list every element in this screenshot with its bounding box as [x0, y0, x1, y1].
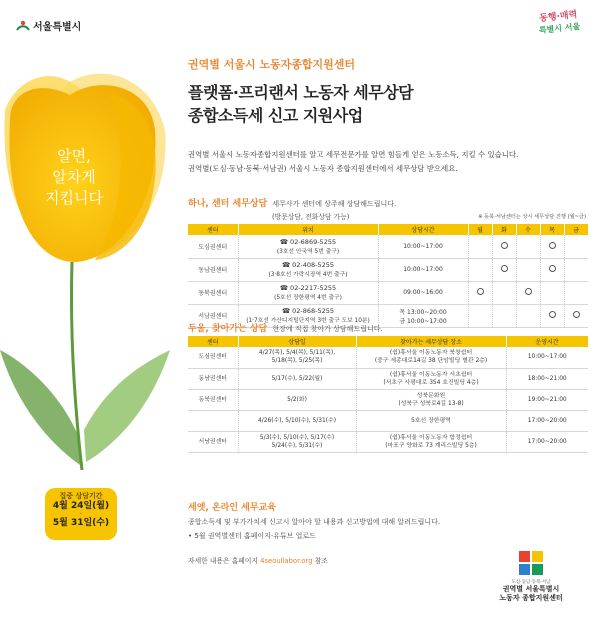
day-cell — [540, 235, 564, 258]
center-address: (3·8호선 가락시장역 4번 출구) — [268, 272, 348, 278]
table-header: 목 — [540, 224, 564, 235]
slogan-main: 동행·매력 — [538, 10, 578, 25]
center-phone: ☎ 02-408-5255 — [281, 261, 335, 269]
center-address: (5호선 장한평역 4번 출구) — [274, 295, 342, 301]
center-name: 동남권센터 — [188, 258, 238, 281]
available-circle-icon — [573, 311, 580, 318]
visit-dates-line2: 5/24(수), 5/31(수) — [271, 442, 323, 449]
flower-slogan-line1: 알면, — [57, 147, 91, 165]
day-cell — [492, 281, 516, 304]
center-phone: ☎ 02-6869-5255 — [279, 237, 337, 246]
visit-dates-line1: 5/17(수), 5/22(월) — [271, 375, 323, 382]
available-circle-icon — [549, 311, 556, 318]
available-circle-icon — [501, 242, 508, 249]
seoul-logo — [16, 18, 81, 33]
visit-place — [356, 410, 506, 431]
day-cell — [468, 304, 492, 327]
visit-center-name: 서남권센터 — [188, 431, 238, 452]
intro-line1: 권역별 서울시 노동자종합지원센터를 알고 세무전문가를 알면 힘들게 얻은 노동소득, 지킬 수 있습니다. — [188, 150, 519, 159]
center-location — [238, 235, 378, 258]
consult-time-line1: 09:00~16:00 — [403, 289, 443, 296]
consult-period-box — [45, 488, 117, 540]
visit-dates-line2: 5/18(목), 5/25(목) — [271, 358, 323, 365]
day-cell — [468, 235, 492, 258]
flower-slogan-line3: 지킵니다 — [45, 189, 103, 207]
period-dot: · — [80, 511, 82, 518]
flower-slogan-line2: 알차게 — [52, 168, 96, 186]
visit-place-line2: (중구 세종대로14길 38 단암빌딩 별관 2층) — [374, 358, 488, 365]
visiting-consult-table — [188, 336, 589, 453]
table-row — [188, 389, 588, 410]
day-cell — [492, 258, 516, 281]
day-cell — [516, 304, 540, 327]
section2-title: 두울, 찾아가는 상담 — [188, 324, 268, 334]
tulip-artwork — [0, 0, 170, 628]
section2-desc: 현장에 직접 찾아가 상담해드립니다. — [272, 325, 383, 333]
center-logo-small: 도심·동남·동북·서남 — [511, 580, 551, 585]
visit-dates — [238, 368, 356, 389]
day-cell — [540, 258, 564, 281]
section1-heading — [188, 196, 396, 209]
seoul-logo-text: 서울특별시 — [33, 22, 82, 33]
visit-hours: 10:00~17:00 — [506, 347, 588, 368]
consult-time-line1: 10:00~17:00 — [403, 242, 443, 250]
center-address: (1·7호선 가산디지털단지역 3번 출구 도보 10분) — [246, 318, 370, 324]
visit-hours: 17:00~20:00 — [506, 431, 588, 452]
visit-place-line2: (서초구 사평대로 354 호진빌딩 4층) — [383, 379, 479, 386]
table-header: 운영시간 — [506, 336, 588, 347]
available-circle-icon — [501, 265, 508, 272]
visit-center-name: 동북권센터 — [188, 389, 238, 410]
more-info — [188, 555, 328, 565]
period-title: 집중 상담기간 — [59, 492, 103, 500]
visit-dates-line1: 4/27(목), 5/4(목), 5/11(목), — [258, 350, 336, 357]
table-row — [188, 410, 588, 431]
intro-line2: 권역별(도심·동남·동북·서남권) 서울시 노동자 종합지원센터에서 세무상담 받으세요. — [188, 164, 458, 173]
section1-sub: (방문상담, 전화상담 가능) — [272, 213, 350, 221]
table-header: 위치 — [238, 224, 378, 235]
day-cell — [516, 258, 540, 281]
visit-place-line1: 5호선 장한평역 — [411, 417, 451, 424]
table-header: 화 — [492, 224, 516, 235]
section2-heading — [188, 321, 383, 334]
available-circle-icon — [525, 288, 532, 295]
day-cell — [564, 235, 588, 258]
day-cell — [516, 235, 540, 258]
center-logo — [476, 550, 586, 603]
table-row — [188, 235, 588, 258]
visit-place-line2: (성북구 성북로4길 13-8) — [398, 400, 464, 407]
visit-dates — [238, 347, 356, 368]
period-end: 5월 31일(수) — [52, 518, 110, 528]
period-start: 4월 24일(월) — [52, 501, 110, 511]
day-cell — [564, 258, 588, 281]
table-header-row — [188, 336, 588, 347]
table-header: 센터 — [188, 336, 238, 347]
intro-text — [188, 148, 583, 176]
center-address: (3호선 안국역 5번 출구) — [276, 248, 340, 255]
center-phone: ☎ 02-2217-5255 — [279, 284, 337, 292]
day-cell — [540, 281, 564, 304]
day-cell — [564, 281, 588, 304]
visit-dates — [238, 410, 356, 431]
visit-place — [356, 431, 506, 452]
table-header: 상담일 — [238, 336, 356, 347]
page-title-line1: 플랫폼·프리랜서 노동자 세무상담 — [188, 83, 414, 102]
day-cell — [468, 281, 492, 304]
section1-note: ※ 동북·서남센터는 상시 세무상담 진행 (월~금) — [478, 214, 586, 220]
consult-time — [378, 258, 468, 281]
available-circle-icon — [477, 288, 484, 295]
table-header: 찾아가는 세무상담 장소 — [356, 336, 506, 347]
table-header: 월 — [468, 224, 492, 235]
center-name: 도심권센터 — [188, 235, 238, 258]
consult-time-line2: 금 10:00~17:00 — [399, 317, 447, 325]
table-row — [188, 368, 588, 389]
visit-place — [356, 368, 506, 389]
flower-slogan — [24, 146, 124, 209]
consult-time — [378, 235, 468, 258]
visit-dates — [238, 389, 356, 410]
more-prefix: 자세한 내용은 홈페이지 — [188, 557, 261, 565]
center-consult-table — [188, 224, 589, 328]
center-logo-icon — [518, 550, 544, 576]
table-row — [188, 431, 588, 452]
section1-desc: 세무사가 센터에 상주해 상담해드립니다. — [272, 200, 397, 208]
visit-dates-line1: 5/3(수), 5/10(수), 5/17(수) — [259, 434, 335, 441]
table-header: 수 — [516, 224, 540, 235]
visit-center-name — [188, 410, 238, 431]
visit-dates — [238, 431, 356, 452]
available-circle-icon — [549, 242, 556, 249]
day-cell — [516, 281, 540, 304]
section3-title: 세엣, 온라인 세무교육 — [188, 503, 276, 513]
table-header: 금 — [564, 224, 588, 235]
center-phone: ☎ 02-868-5255 — [281, 307, 335, 315]
org-name: 권역별 서울시 노동자종합지원센터 — [188, 58, 356, 71]
center-logo-line1: 권역별 서울특별시 — [502, 585, 560, 593]
section3-desc: 종합소득세 및 부가가치세 신고시 알아야 할 내용과 신고방법에 대해 알려드립니다. — [188, 518, 441, 526]
table-header: 센터 — [188, 224, 238, 235]
seoul-logo-icon — [16, 20, 30, 32]
center-location — [238, 258, 378, 281]
consult-time — [378, 304, 468, 327]
visit-center-name: 동남권센터 — [188, 368, 238, 389]
consult-time — [378, 281, 468, 304]
visit-place — [356, 389, 506, 410]
table-header-row — [188, 224, 588, 235]
visit-place-line1: (쉼)휴서울 이동노동자 북창쉼터 — [389, 350, 473, 357]
seoul-slogan — [527, 9, 591, 37]
table-row — [188, 281, 588, 304]
visit-hours: 17:00~20:00 — [506, 410, 588, 431]
day-cell — [468, 258, 492, 281]
visit-dates-line1: 5/2(화) — [287, 396, 307, 403]
center-location — [238, 281, 378, 304]
day-cell — [492, 235, 516, 258]
center-name: 서남권센터 — [188, 304, 238, 327]
visit-hours: 18:00~21:00 — [506, 368, 588, 389]
page-title-line2: 종합소득세 신고 지원사업 — [188, 106, 363, 125]
slogan-sub: 특별시 서울 — [538, 21, 581, 36]
section1-title: 하나, 센터 세무상담 — [188, 199, 268, 209]
table-row — [188, 258, 588, 281]
consult-time-line1: 10:00~17:00 — [403, 266, 443, 273]
visit-hours: 19:00~21:00 — [506, 389, 588, 410]
day-cell — [492, 304, 516, 327]
table-row — [188, 347, 588, 368]
homepage-link[interactable]: 4seoullabor.org — [260, 557, 313, 565]
table-header: 상담시간 — [378, 224, 468, 235]
visit-place-line2: (마포구 양화로 73 계리스빌딩 5층) — [385, 442, 477, 449]
visit-dates-line1: 4/26(수), 5/10(수), 5/31(수) — [257, 417, 337, 424]
visit-place-line1: (쉼)휴서울 이동노동자 서초쉼터 — [389, 371, 473, 378]
day-cell — [564, 304, 588, 327]
center-name: 동북권센터 — [188, 281, 238, 304]
center-logo-line2: 노동자 종합지원센터 — [499, 594, 563, 602]
visit-place-line1: (쉼)휴서울 이동노동자 합정쉼터 — [389, 434, 473, 441]
visit-center-name: 도심권센터 — [188, 347, 238, 368]
consult-time-line1: 목 13:00~20:00 — [399, 308, 447, 316]
day-cell — [540, 304, 564, 327]
available-circle-icon — [549, 265, 556, 272]
more-suffix: 참조 — [312, 557, 328, 565]
visit-place — [356, 347, 506, 368]
visit-place-line1: 성북문화원 — [416, 392, 446, 399]
section3-bullet: • 5월 권역별센터 홈페이지·유튜브 업로드 — [188, 532, 316, 540]
